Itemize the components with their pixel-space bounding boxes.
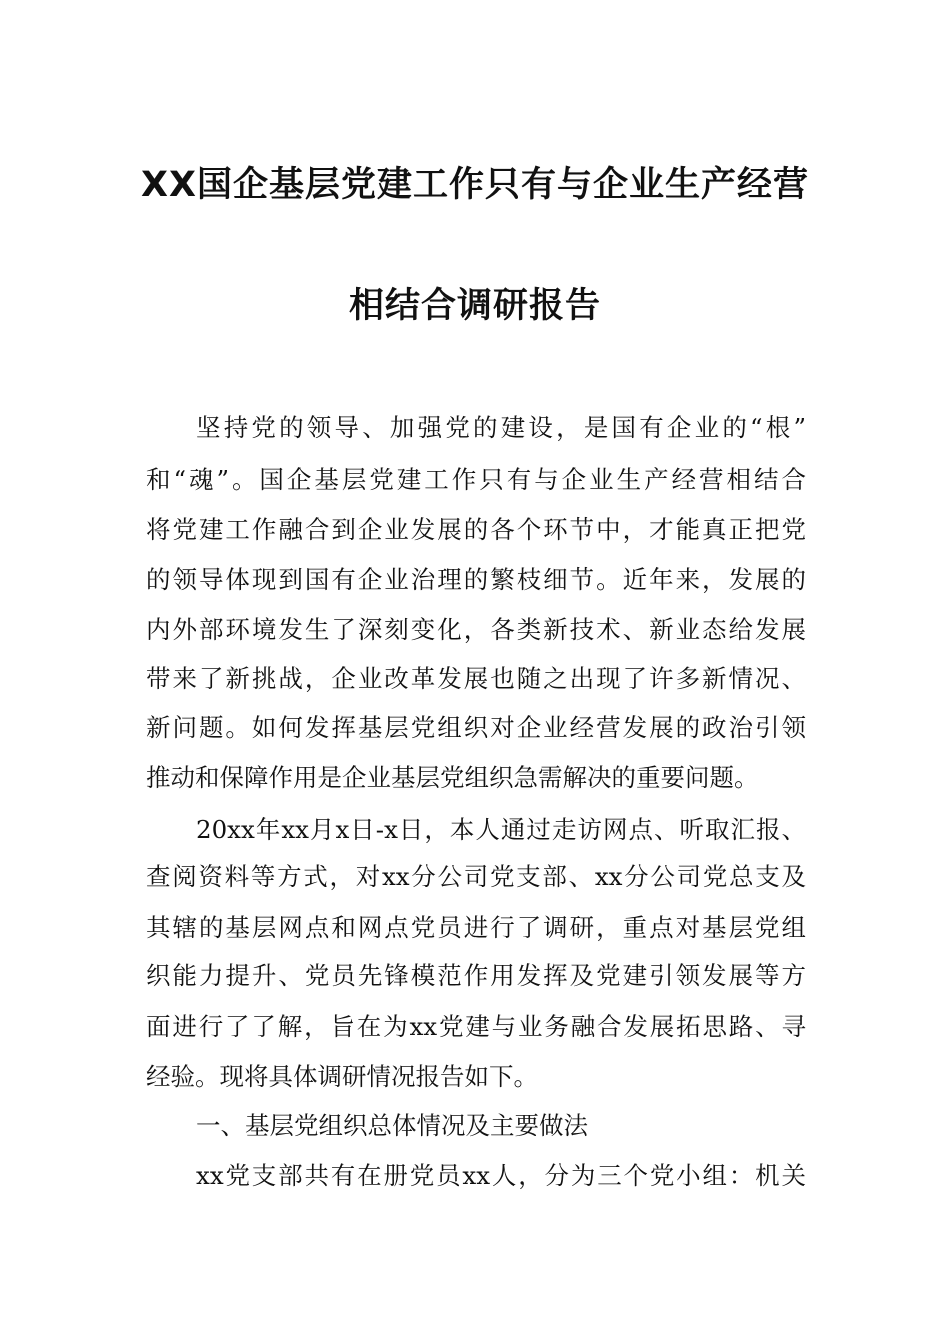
paragraph-2-line-3: 其辖的基层网点和网点党员进行了调研，重点对基层党组 xyxy=(146,913,806,942)
paragraph-2-line-6: 经验。现将具体调研情况报告如下。 xyxy=(146,1062,538,1091)
paragraph-2-line-5: 面进行了了解，旨在为xx党建与业务融合发展拓思路、寻 xyxy=(146,1012,806,1041)
paragraph-1-line-1: 坚持党的领导、加强党的建设，是国有企业的“根” xyxy=(196,413,806,442)
paragraph-1-line-8: 推动和保障作用是企业基层党组织急需解决的重要问题。 xyxy=(146,763,759,792)
paragraph-2-line-4: 织能力提升、党员先锋模范作用发挥及党建引领发展等方 xyxy=(146,961,806,990)
section-heading-1: 一、基层党组织总体情况及主要做法 xyxy=(196,1111,588,1140)
paragraph-1-line-4: 的领导体现到国有企业治理的繁枝细节。近年来，发展的 xyxy=(146,565,806,594)
document-title-line-2: 相结合调研报告 xyxy=(348,286,601,326)
document-title-line-1: XX国企基层党建工作只有与企业生产经营 xyxy=(141,165,809,205)
paragraph-1-line-5: 内外部环境发生了深刻变化，各类新技术、新业态给发展 xyxy=(146,615,806,644)
paragraph-1-line-6: 带来了新挑战，企业改革发展也随之出现了许多新情况、 xyxy=(146,664,806,693)
paragraph-1-line-3: 将党建工作融合到企业发展的各个环节中，才能真正把党 xyxy=(146,515,806,544)
paragraph-2-line-1: 20xx年xx月x日-x日，本人通过走访网点、听取汇报、 xyxy=(196,815,806,844)
paragraph-3-line-1: xx党支部共有在册党员xx人，分为三个党小组：机关 xyxy=(196,1161,806,1190)
paragraph-1-line-7: 新问题。如何发挥基层党组织对企业经营发展的政治引领 xyxy=(146,713,806,742)
paragraph-1-line-2: 和“魂”。国企基层党建工作只有与企业生产经营相结合 xyxy=(146,465,806,494)
paragraph-2-line-2: 查阅资料等方式，对xx分公司党支部、xx分公司党总支及 xyxy=(146,862,806,891)
